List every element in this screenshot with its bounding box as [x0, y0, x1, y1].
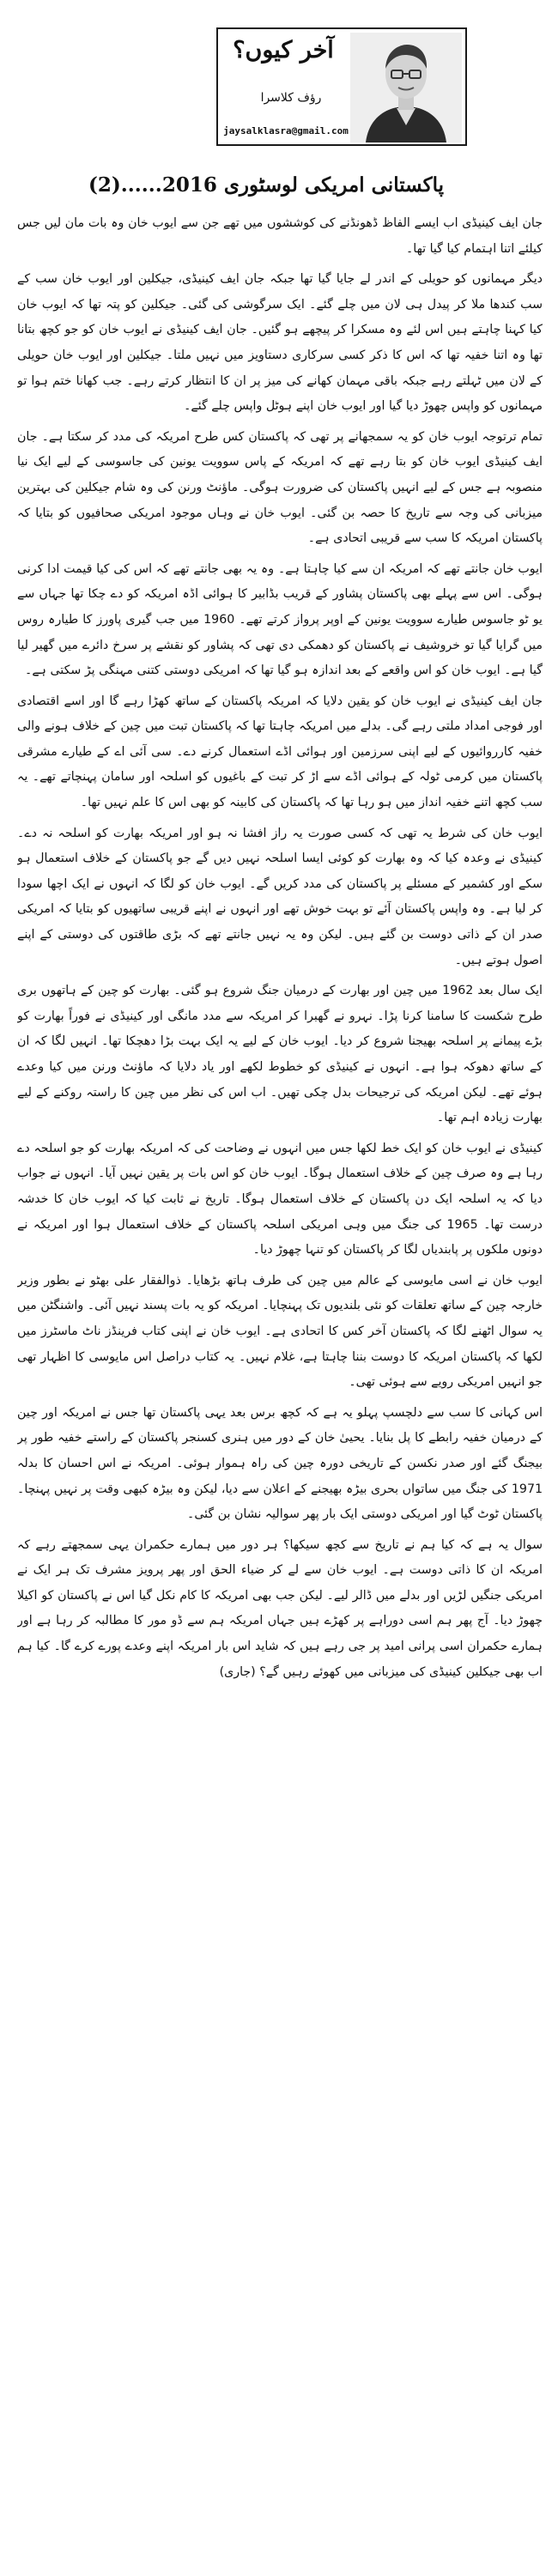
article-paragraph: ایوب خان جانتے تھے کہ امریکہ ان سے کیا چاہتا ہے۔ وہ یہ بھی جانتے تھے کہ اس کی کیا قیمت ادا کرنی ہوگی۔ اس سے پہلے بھی پاکستان پشاور کے قریب بڈابیر کا ہوائی اڈہ امریکہ کو دے چکا تھا جہاں سے یو ٹو جاسوس طیارے سوویت یونین کے اوپر پرواز کرتے تھے۔ 1960 میں جب گیری پاورز کا طیارہ روس میں گرایا گیا تو خروشیف نے پاکستان کو دھمکی دی تھی کہ پشاور کو نقشے پر سرخ دائرے میں گھیر لیا گیا ہے۔ ایوب خان کو اس واقعے کے بعد اندازہ ہو گیا تھا کہ امریکی دوستی کتنی مہنگی پڑ سکتی ہے۔	[17, 561, 543, 678]
continued-marker: (جاری)	[219, 1664, 256, 1679]
article-headline: پاکستانی امریکی لوسٹوری 2016......(2)	[88, 173, 445, 197]
article-paragraph: جان ایف کینیڈی نے ایوب خان کو یقین دلایا کہ امریکہ پاکستان کے ساتھ کھڑا رہے گا اور اسے اقتصادی اور فوجی امداد ملتی رہے گی۔ بدلے میں امریکہ چاہتا تھا کہ پاکستان تبت میں چین کے خلاف ہونے والی خفیہ کارروائیوں کے لیے اپنی سرزمین اور ہوائی اڈے استعمال کرنے دے۔ سی آئی اے کے طیارے مشرقی پاکستان میں کرمی ٹولہ کے ہوائی اڈے سے اڑ کر تبت کے باغیوں کو اسلحہ اور سامان پہنچاتے تھے۔ یہ سب کچھ اتنے خفیہ انداز میں ہو رہا تھا کہ پاکستان کی کابینہ کو بھی اس کا علم نہیں تھا۔	[17, 694, 543, 810]
article-paragraph: ایوب خان نے اسی مایوسی کے عالم میں چین کی طرف ہاتھ بڑھایا۔ ذوالفقار علی بھٹو نے بطور وزیر خارجہ چین کے ساتھ تعلقات کو نئی بلندیوں تک پہنچایا۔ امریکہ کو یہ بات پسند نہیں آئی۔ واشنگٹن میں یہ سوال اٹھنے لگا کہ پاکستان آخر کس کا اتحادی ہے۔ ایوب خان نے اپنی کتاب فرینڈز ناٹ ماسٹرز میں لکھا کہ پاکستان امریکہ کا دوست بننا چاہتا ہے، غلام نہیں۔ یہ کتاب دراصل اس مایوسی کا اظہار تھی جو انہیں امریکی رویے سے ہوئی تھی۔	[17, 1273, 543, 1390]
article-paragraph: دیگر مہمانوں کو حویلی کے اندر لے جایا گیا تھا جبکہ جان ایف کینیڈی، جیکلین اور ایوب خان سب کے سب کندھا ملا کر پیدل ہی لان میں چلے گئے۔ ایک سرگوشی کی گئی۔ جیکلین کو پتہ تھا کہ ایوب خان کیا کہنا چاہتے ہیں اس لئے وہ مسکرا کر پیچھے ہو گئیں۔ جان ایف کینیڈی نے ایوب خان کو جو کچھ بتانا تھا وہ اتنا خفیہ تھا کہ اس کا ذکر کسی سرکاری دستاویز میں نہیں ملتا۔ جیکلین اور ایوب خان حویلی کے لان میں ٹہلتے رہے جبکہ باقی مہمان کھانے کی میز پر ان کا انتظار کرتے رہے۔ جب کھانا ختم ہوا تو مہمانوں کو واپس چھوڑ دیا گیا اور ایوب خان اپنے ہوٹل واپس چلے گئے۔	[17, 272, 543, 414]
article-paragraph: ایوب خان کی شرط یہ تھی کہ کسی صورت یہ راز افشا نہ ہو اور امریکہ بھارت کو اسلحہ نہ دے۔ کینیڈی نے وعدہ کیا کہ وہ بھارت کو کوئی ایسا اسلحہ نہیں دیں گے جو پاکستان کے خلاف استعمال ہو سکے اور کشمیر کے مسئلے پر پاکستان کی مدد کریں گے۔ ایوب خان کو لگا کہ انہوں نے ایک اچھا سودا کر لیا ہے۔ وہ واپس پاکستان آئے تو بہت خوش تھے اور انہوں نے اپنے قریبی ساتھیوں کو بتایا کہ امریکی صدر ان کے ذاتی دوست بن گئے ہیں۔ لیکن وہ یہ نہیں جانتے تھے کہ بڑی طاقتوں کی دوستی کے اپنے اصول ہوتے ہیں۔	[17, 826, 543, 967]
article-paragraph: تمام ترتوجہ ایوب خان کو یہ سمجھانے پر تھی کہ پاکستان کس طرح امریکہ کی مدد کر سکتا ہے۔ جان ایف کینیڈی ایوب خان کو بتا رہے تھے کہ امریکہ کے پاس سوویت یونین کی جاسوسی کے لیے ایک نیا منصوبہ ہے جس کے لیے انہیں پاکستان کی ضرورت ہوگی۔ ماؤنٹ ورنن کی وہ شام جیکلین کی بہترین میزبانی کی وجہ سے تاریخ کا حصہ بن گئی۔ ایوب خان نے وہاں موجود امریکی صحافیوں کو بتایا کہ پاکستان امریکہ کا سب سے قریبی اتحادی ہے۔	[17, 429, 543, 546]
article-body	[17, 211, 543, 2563]
author-name: رؤف کلاسرا	[260, 91, 322, 105]
article-paragraph: کینیڈی نے ایوب خان کو ایک خط لکھا جس میں انہوں نے وضاحت کی کہ امریکہ بھارت کو جو اسلحہ دے رہا ہے وہ صرف چین کے خلاف استعمال ہوگا۔ ایوب خان کو اس بات پر یقین نہیں آیا۔ انہوں نے جواب دیا کہ یہ اسلحہ ایک دن پاکستان کے خلاف استعمال ہوگا۔ تاریخ نے ثابت کیا کہ ایوب خان کا خدشہ درست تھا۔ 1965 کی جنگ میں وہی امریکی اسلحہ پاکستان کے خلاف استعمال ہوا اور امریکہ نے دونوں ملکوں پر پابندیاں لگا کر پاکستان کو تنہا چھوڑ دیا۔	[17, 1141, 543, 1258]
article-paragraph: ایک سال بعد 1962 میں چین اور بھارت کے درمیان جنگ شروع ہو گئی۔ بھارت کو چین کے ہاتھوں بری طرح شکست کا سامنا کرنا پڑا۔ نہرو نے گھبرا کر امریکہ سے مدد مانگی اور کینیڈی نے فوراً بھارت کو بڑے پیمانے پر اسلحہ بھیجنا شروع کر دیا۔ ایوب خان کے لیے یہ ایک بہت بڑا دھچکا تھا۔ انہیں لگا کہ ان کے ساتھ دھوکہ ہوا ہے۔ انہوں نے کینیڈی کو خطوط لکھے اور یاد دلایا کہ ماؤنٹ ورنن میں کیا وعدے ہوئے تھے۔ لیکن امریکہ کی ترجیحات بدل چکی تھیں۔ اب اس کی نظر میں چین کا راستہ روکنے کے لیے بھارت زیادہ اہم تھا۔	[17, 984, 543, 1125]
article-paragraph-text: سوال یہ ہے کہ کیا ہم نے تاریخ سے کچھ سیکھا؟ ہر دور میں ہمارے حکمران یہی سمجھتے رہے کہ امریکہ ان کا ذاتی دوست ہے۔ ایوب خان سے لے کر ضیاء الحق اور پھر پرویز مشرف تک ہر ایک نے امریکی جنگیں لڑیں اور بدلے میں ڈالر لیے۔ لیکن جب بھی امریکہ کا کام نکل گیا اس نے پاکستان کو اکیلا چھوڑ دیا۔ آج پھر ہم اسی دوراہے پر کھڑے ہیں جہاں امریکہ ہم سے ڈو مور کا مطالبہ کر رہا ہے اور ہمارے حکمران اسی پرانی امید پر جی رہے ہیں کہ شاید اس بار امریکہ اپنے وعدے پورے کرے گا۔ کیا ہم اب بھی جیکلین کینیڈی کی میزبانی میں کھوئے رہیں گے؟	[17, 1537, 543, 1679]
article-paragraph: اس کہانی کا سب سے دلچسپ پہلو یہ ہے کہ کچھ برس بعد یہی پاکستان تھا جس نے امریکہ اور چین کے درمیان خفیہ رابطے کا پل بنایا۔ یحییٰ خان کے دور میں ہنری کسنجر پاکستان کے راستے خفیہ طور پر بیجنگ گئے اور صدر نکسن کے تاریخی دورہ چین کی راہ ہموار ہوئی۔ امریکہ نے اس احسان کا بدلہ 1971 کی جنگ میں ساتواں بحری بیڑہ بھیجنے کے اعلان سے دیا، لیکن وہ بیڑہ کبھی وقت پر نہیں پہنچا۔ پاکستان ٹوٹ گیا اور امریکی دوستی ایک بار پھر سوالیہ نشان بن گئی۔	[17, 1405, 543, 1522]
article-paragraph: جان ایف کینیڈی اب ایسے الفاظ ڈھونڈنے کی کوششوں میں تھے جن سے ایوب خان وہ بات مان لیں جس کیلئے اتنا اہتمام کیا گیا تھا۔	[17, 216, 543, 256]
author-portrait	[350, 33, 462, 142]
author-portrait-image	[350, 33, 462, 142]
article-paragraph	[17, 1533, 543, 1686]
column-header	[17, 21, 541, 201]
column-logo	[216, 27, 467, 146]
author-email: jaysalklasra@gmail.com	[223, 125, 349, 136]
column-title: آخر کیوں؟	[233, 37, 334, 64]
